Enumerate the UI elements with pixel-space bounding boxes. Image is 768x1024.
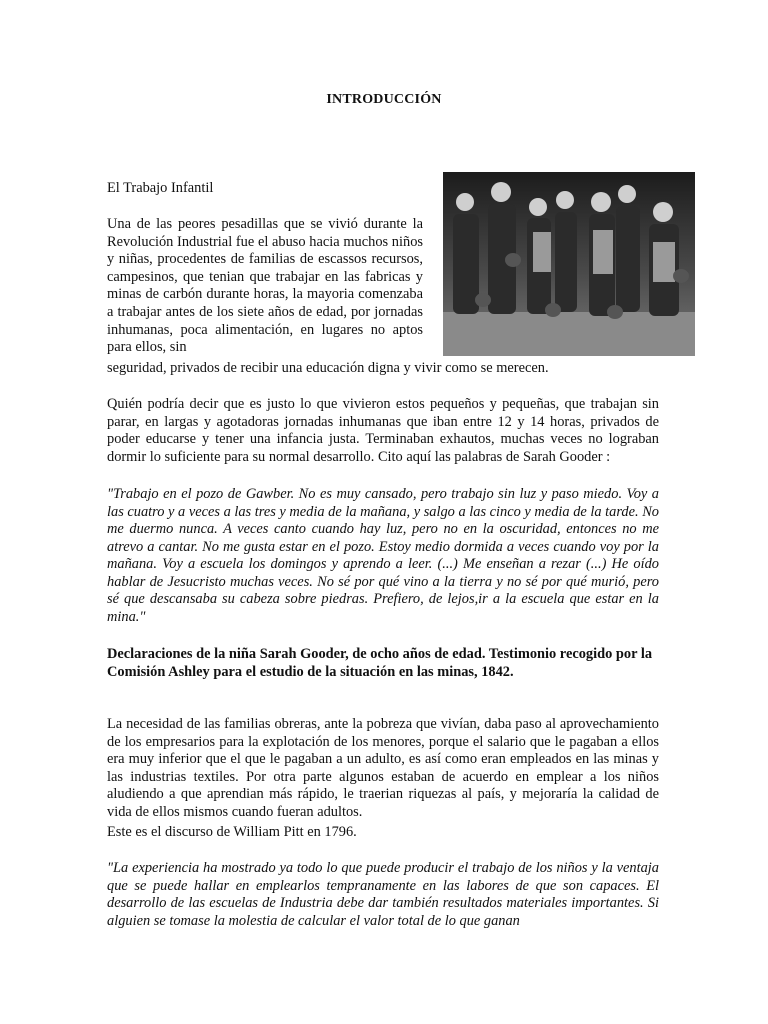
declaration-caption: Declaraciones de la niña Sarah Gooder, de ocho años de edad. Testimonio recogido por la Comisión Ashley para el estudio de la situación en las minas, 1842. [107,646,653,680]
paragraph-3-end: Este es el discurso de William Pitt en 1796. [107,824,357,840]
page-title: INTRODUCCIÓN [326,92,442,107]
paragraph-3: La necesidad de las familias obreras, ante la pobreza que vivían, daba paso al aprovechamiento de los empresarios para la explotación de los menores, porque el salario que le pagaban a ellos era muy inferior que el que le pagaban a un adulto, es así como eran empleados en las minas y las industrias textiles. Por otra parte algunos estaban de acuerdo en emplear a los niños aludiendo a que aprendian más rápido, le traerian riquezas al país, y mejoraría la calidad de vida de ellos mismos cuando fueran adultos. [107,716,659,820]
quote-sarah-gooder: "Trabajo en el pozo de Gawber. No es muy cansado, pero trabajo sin luz y paso miedo. Voy a las cuatro y a veces a las tres y media de la mañana, y salgo a las cinco y media de la tarde. No me duermo nunca. A veces canto cuando hay luz, pero no en la oscuridad, entonces no me atrevo a cantar. No me gusta estar en el pozo. Estoy medio dormida a veces cuando voy por la mañana. Voy a escuela los domingos y aprendo a leer. (...) Me enseñan a rezar (...) He oído hablar de Jesucristo muchas veces. No sé por qué vino a la tierra y no sé por qué murió, pero sé que descansaba su cabeza sobre piedras. Prefiero, de lejos,ir a la escuela que estar en la mina." [107,486,659,625]
children-workers-photo [443,172,695,356]
quote-william-pitt: "La experiencia ha mostrado ya todo lo que puede producir el trabajo de los niños y la ventaja que se puede hallar en emplearlos tempranamente en las labores de que son capaces. El desarrollo de las escuelas de Industria debe dar también resultados materiales importantes. Si alguien se tomase la molestia de calcular el valor total de lo que ganan [107,860,659,929]
photo-illustration [443,172,695,356]
section-subtitle: El Trabajo Infantil [107,180,214,196]
paragraph-intro-end: seguridad, privados de recibir una educación digna y vivir como se merecen. [107,360,549,376]
paragraph-intro: Una de las peores pesadillas que se vivió durante la Revolución Industrial fue el abuso hacia muchos niños y niñas, procedentes de familias de escassos recursos, campesinos, que tenian que trabajar en las fabricas y minas de carbón durante horas, la mayoria comenzaba a trabajar antes de los siete años de edad, por jornadas inhumanas, poca alimentación, en lugares no aptos para ellos, sin [107,216,423,356]
paragraph-2: Quién podría decir que es justo lo que vivieron estos pequeños y pequeñas, que trabajan sin parar, en largas y agotadoras jornadas inhumanas que iban entre 12 y 14 horas, privados de poder educarse y tener una infancia justa. Terminaban exhautos, muchas veces no lograban dormir lo suficiente para su normal desarrollo. Cito aquí las palabras de Sarah Gooder : [107,396,659,465]
